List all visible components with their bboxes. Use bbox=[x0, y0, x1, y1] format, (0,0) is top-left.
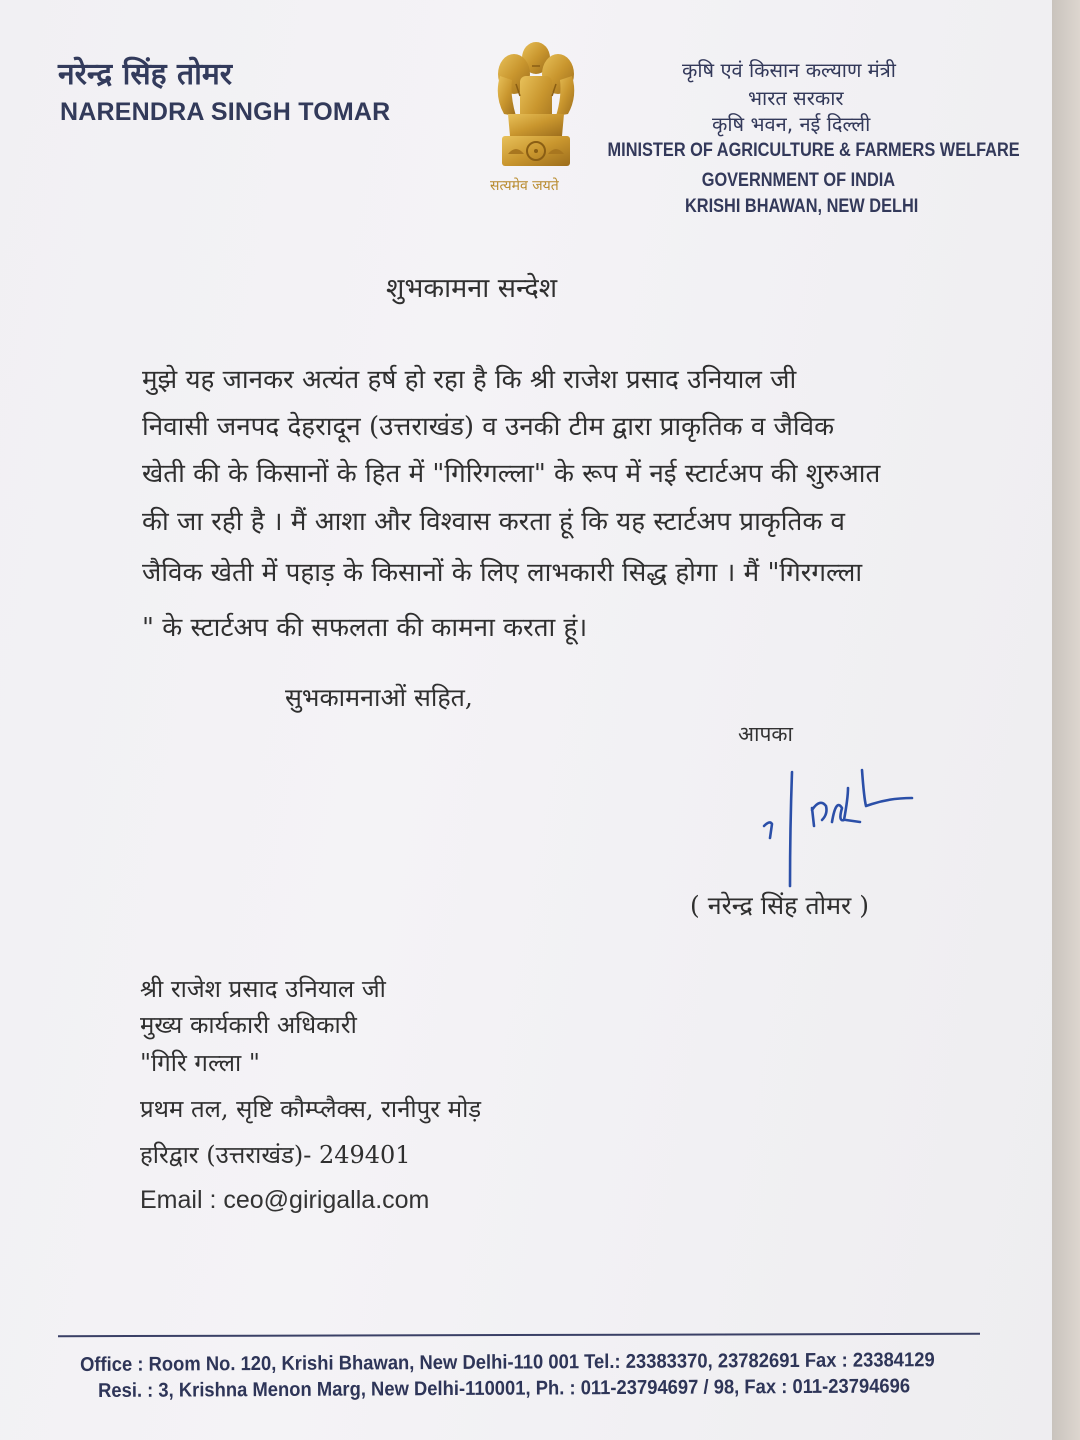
recipient-email: Email : ceo@girigalla.com bbox=[140, 1186, 430, 1214]
signatory-name: ( नरेन्द्र सिंह तोमर ) bbox=[690, 891, 869, 920]
recipient-city: हरिद्वार (उत्तराखंड)- 249401 bbox=[140, 1141, 411, 1169]
office-hindi: कृषि भवन, नई दिल्ली bbox=[712, 112, 871, 136]
background-surface bbox=[1052, 0, 1080, 1440]
body-line: " के स्टार्टअप की सफलता की कामना करता हूं। bbox=[142, 613, 588, 643]
office-english: KRISHI BHAWAN, NEW DELHI bbox=[684, 196, 919, 217]
body-line: की जा रही है । मैं आशा और विश्वास करता हूं कि यह स्टार्टअप प्राकृतिक व bbox=[142, 507, 846, 537]
designation-english: MINISTER OF AGRICULTURE & FARMERS WELFARE bbox=[607, 140, 1020, 161]
footer-office: Office : Room No. 120, Krishi Bhawan, New Delhi-110 001 Tel.: 23383370, 23782691 Fax : 23384129 bbox=[80, 1349, 935, 1376]
handwritten-signature bbox=[740, 728, 930, 898]
recipient-organization: "गिरि गल्ला " bbox=[140, 1049, 260, 1077]
footer-divider bbox=[58, 1333, 980, 1337]
recipient-designation: मुख्य कार्यकारी अधिकारी bbox=[140, 1011, 357, 1039]
yours-label: आपका bbox=[738, 722, 793, 746]
emblem-motto: सत्यमेव जयते bbox=[490, 178, 559, 194]
body-line: निवासी जनपद देहरादून (उत्तराखंड) व उनकी टीम द्वारा प्राकृतिक व जैविक bbox=[142, 412, 835, 442]
body-line: जैविक खेती में पहाड़ के किसानों के लिए लाभकारी सिद्ध होगा । मैं "गिरगल्ला bbox=[142, 558, 863, 588]
government-hindi: भारत सरकार bbox=[748, 86, 844, 110]
recipient-address-line: प्रथम तल, सृष्टि कौम्प्लैक्स, रानीपुर मोड़ bbox=[140, 1095, 482, 1123]
body-line: खेती की के किसानों के हित में "गिरिगल्ला" के रूप में नई स्टार्टअप की शुरुआत bbox=[142, 459, 881, 489]
footer-residence: Resi. : 3, Krishna Menon Marg, New Delhi-110001, Ph. : 011-23794697 / 98, Fax : 011-23794696 bbox=[98, 1375, 911, 1402]
sender-name-english: NARENDRA SINGH TOMAR bbox=[60, 98, 391, 126]
recipient-name: श्री राजेश प्रसाद उनियाल जी bbox=[140, 975, 386, 1003]
national-emblem-icon bbox=[486, 36, 586, 196]
body-line: मुझे यह जानकर अत्यंत हर्ष हो रहा है कि श्री राजेश प्रसाद उनियाल जी bbox=[142, 365, 797, 395]
government-english: GOVERNMENT OF INDIA bbox=[701, 170, 896, 191]
designation-hindi: कृषि एवं किसान कल्याण मंत्री bbox=[682, 58, 896, 82]
sender-name-hindi: नरेन्द्र सिंह तोमर bbox=[58, 57, 233, 92]
closing-salutation: सुभकामनाओं सहित, bbox=[285, 683, 473, 712]
letter-title: शुभकामना सन्देश bbox=[386, 273, 558, 304]
